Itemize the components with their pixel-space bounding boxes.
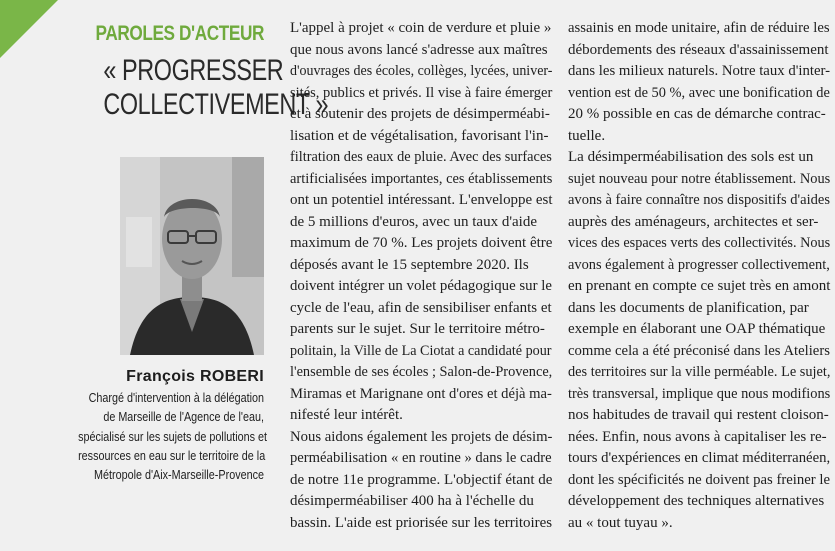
desc-line: Métropole d'Aix-Marseille-Provence <box>94 467 264 483</box>
body-line: dans les documents de planification, par <box>568 299 809 316</box>
body-line: sités, publics et privés. Il vise à faire émerger <box>290 84 553 101</box>
body-line: de 5 millions d'euros, avec un taux d'aide <box>290 213 538 230</box>
desc-line: Chargé d'intervention à la délégation <box>88 390 264 405</box>
body-line: très transversal, implique que nous modifions <box>568 385 831 402</box>
body-line: des territoires sur la ville perméable. Le sujet, <box>568 364 831 380</box>
desc-line: spécialisé sur les sujets de pollutions et <box>78 428 268 444</box>
body-line: d'ouvrages des écoles, collèges, lycées, univer- <box>290 63 553 79</box>
body-line: déposés avant le 15 septembre 2020. Ils <box>290 256 529 273</box>
body-line: perméabilisation « en routine » dans le cadre <box>290 450 552 466</box>
body-line: et à soutenir des projets de désimperméabi- <box>290 106 550 122</box>
body-line: l'ensemble de ses écoles ; Salon-de-Provence, <box>290 364 553 380</box>
body-line: parents sur le sujet. Sur le territoire métro- <box>290 321 545 337</box>
body-column-3 <box>568 18 830 534</box>
desc-line: ressources en eau sur le territoire de la <box>78 447 266 463</box>
body-line: bassin. L'aide est priorisée sur les territoires <box>290 514 553 531</box>
body-line: vices des espaces verts des collectivités. Nous <box>568 235 831 251</box>
body-line: au « tout tuyau ». <box>568 514 673 531</box>
body-column-2 <box>290 18 552 534</box>
body-line: comme cela a été préconisé dans les Ateliers <box>568 342 830 359</box>
body-line: développement des techniques alternatives <box>568 493 825 509</box>
body-line: auprès des aménageurs, architectes et ser- <box>568 213 819 230</box>
quote-line-2: COLLECTIVEMENT » <box>103 88 329 121</box>
quote-title <box>103 54 329 122</box>
body-line: 20 % possible en cas de démarche contrac- <box>568 106 826 122</box>
body-line: ont un potentiel intéressant. L'enveloppe est <box>290 192 553 208</box>
body-line: maximum de 70 %. Les projets doivent être <box>290 235 553 251</box>
body-line: dont les spécificités ne doivent pas freiner le <box>568 471 830 488</box>
body-line: sujet nouveau pour notre établissement. Nous <box>568 170 831 187</box>
person-name: François ROBERI <box>126 368 264 385</box>
body-line: politain, la Ville de La Ciotat a candidaté pour <box>290 342 552 359</box>
body-line: vention est de 50 %, avec une bonification de <box>568 84 830 101</box>
body-line: en prenant en compte ce sujet très en amont <box>568 278 831 294</box>
body-line: artificialisées importantes, ces établissements <box>290 170 553 187</box>
body-line: lisation et de végétalisation, favorisant l'in- <box>290 127 549 144</box>
body-line: L'appel à projet « coin de verdure et pluie » <box>290 20 552 36</box>
body-line: débordements des réseaux d'assainissement <box>568 41 829 58</box>
body-line: Nous aidons également les projets de désim- <box>290 428 553 445</box>
desc-line: de Marseille de l'Agence de l'eau, <box>103 409 264 425</box>
body-line: filtration des eaux de pluie. Avec des surfaces <box>290 149 552 165</box>
body-line: avons également à progresser collectivement, <box>568 256 830 273</box>
body-line: La désimperméabilisation des sols est un <box>568 149 814 165</box>
body-line: doivent intégrer un volet pédagogique sur le <box>290 278 552 294</box>
body-line: Miramas et Marignane ont d'ores et déjà ma- <box>290 385 552 402</box>
body-line: avons à faire connaître nos dispositifs d'aides <box>568 192 830 208</box>
body-line: exemple en élaborant une OAP thématique <box>568 321 826 337</box>
body-line: que nous avons lancé s'adresse aux maîtres <box>290 41 548 58</box>
body-line: désimperméabiliser 400 ha à l'échelle du <box>290 493 534 509</box>
body-line: de notre 11e programme. L'objectif étant de <box>290 471 553 488</box>
body-line: cycle de l'eau, afin de sensibiliser enfants et <box>290 299 552 316</box>
body-line: tuelle. <box>568 127 606 144</box>
body-line: tours d'expériences en climat méditerranéen, <box>568 450 831 466</box>
body-line: nées. Enfin, nous avons à capitaliser les re- <box>568 428 827 445</box>
portrait-photo <box>120 157 264 355</box>
portrait-illustration <box>120 157 264 355</box>
body-line: nos habitudes de travail qui restent cloison- <box>568 407 829 423</box>
green-corner-triangle <box>0 0 58 58</box>
section-kicker: PAROLES D'ACTEUR <box>95 22 264 45</box>
person-description <box>40 388 268 484</box>
body-line: dans les milieux naturels. Notre taux d'inter- <box>568 63 831 79</box>
body-line: assainis en mode unitaire, afin de réduire les <box>568 20 830 36</box>
quote-line-1: « PROGRESSER <box>103 54 284 87</box>
body-line: nifesté leur intérêt. <box>290 407 403 423</box>
header-block <box>58 22 329 122</box>
